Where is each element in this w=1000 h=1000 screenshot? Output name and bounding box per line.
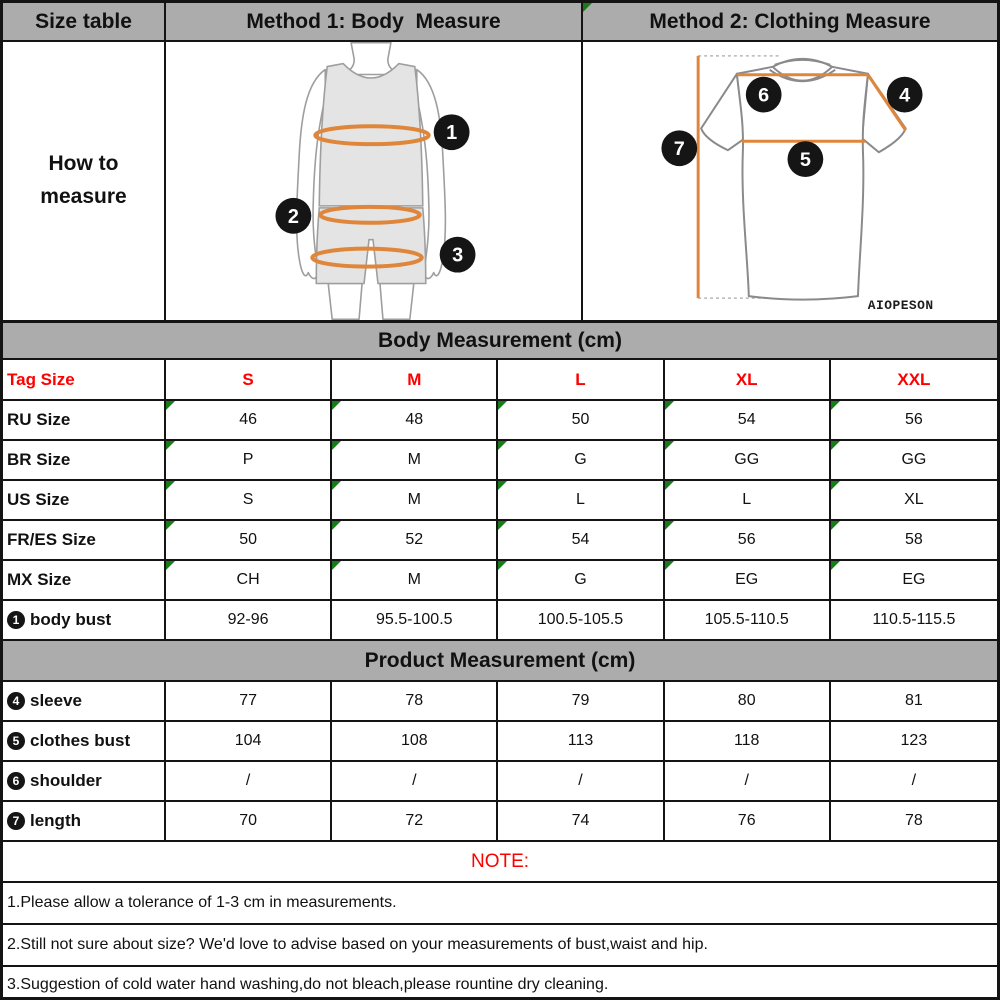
badge-5-icon: 5 xyxy=(7,732,25,750)
how-to-measure-label: How to measure xyxy=(3,42,166,320)
excel-flag-icon xyxy=(498,401,507,410)
table-cell: 80 xyxy=(665,682,831,720)
table-cell: / xyxy=(911,772,917,789)
tshirt-figure-icon xyxy=(583,42,997,320)
table-cell: L xyxy=(498,481,664,519)
excel-flag-icon xyxy=(498,521,507,530)
table-cell: 74 xyxy=(498,802,664,840)
table-cell: M xyxy=(332,561,498,599)
header-size-table: Size table xyxy=(3,3,166,40)
excel-flag-icon xyxy=(332,481,341,490)
tag-size-row xyxy=(3,360,997,401)
table-cell: 70 xyxy=(166,802,332,840)
row-label: 5 clothes bust xyxy=(3,722,166,760)
table-cell: G xyxy=(498,441,664,479)
excel-flag-icon xyxy=(665,561,674,570)
excel-flag-icon xyxy=(831,401,840,410)
table-cell: 46 xyxy=(166,401,332,439)
header-method-2-label: Method 2: Clothing Measure xyxy=(649,9,931,33)
size-col-header: M xyxy=(332,360,498,399)
excel-flag-icon xyxy=(166,481,175,490)
excel-flag-icon xyxy=(665,521,674,530)
table-cell: 54 xyxy=(498,521,664,559)
table-cell: 108 xyxy=(332,722,498,760)
table-row-fres-size xyxy=(3,521,997,561)
excel-flag-icon xyxy=(583,3,592,12)
excel-flag-icon xyxy=(332,521,341,530)
table-cell: 110.5-115.5 xyxy=(872,611,956,628)
row-label: US Size xyxy=(3,481,166,519)
table-cell: 113 xyxy=(498,722,664,760)
body-figure-icon xyxy=(166,42,581,320)
table-cell: 79 xyxy=(498,682,664,720)
table-cell: 100.5-105.5 xyxy=(498,601,664,639)
row-label: MX Size xyxy=(3,561,166,599)
table-cell: 56 xyxy=(665,521,831,559)
table-cell: 104 xyxy=(166,722,332,760)
product-measurement-title: Product Measurement (cm) xyxy=(3,641,997,682)
header-method-1: Method 1: Body Measure xyxy=(166,3,583,40)
table-cell: 76 xyxy=(665,802,831,840)
table-cell: 50 xyxy=(166,521,332,559)
svg-text:3: 3 xyxy=(452,244,464,267)
excel-flag-icon xyxy=(166,441,175,450)
table-row-br-size xyxy=(3,441,997,481)
svg-text:5: 5 xyxy=(799,149,811,172)
size-col-header: L xyxy=(498,360,664,399)
top-header-row xyxy=(3,3,997,42)
table-cell: 54 xyxy=(665,401,831,439)
row-label: FR/ES Size xyxy=(3,521,166,559)
badge-7-icon: 7 xyxy=(7,812,25,830)
table-cell: CH xyxy=(166,561,332,599)
how-to-measure-row xyxy=(3,42,997,323)
table-cell: 56 xyxy=(831,401,997,439)
excel-flag-icon xyxy=(665,401,674,410)
table-cell: 105.5-110.5 xyxy=(665,601,831,639)
excel-flag-icon xyxy=(498,441,507,450)
svg-text:1: 1 xyxy=(446,122,458,145)
excel-flag-icon xyxy=(831,481,840,490)
table-cell: L xyxy=(665,481,831,519)
excel-flag-icon xyxy=(166,561,175,570)
svg-text:6: 6 xyxy=(758,84,770,107)
badge-6-icon: 6 xyxy=(7,772,25,790)
row-label: 7 length xyxy=(3,802,166,840)
table-cell: P xyxy=(166,441,332,479)
excel-flag-icon xyxy=(166,401,175,410)
table-cell: / xyxy=(332,762,498,800)
table-cell: 48 xyxy=(332,401,498,439)
row-label: 6 shoulder xyxy=(3,762,166,800)
note-item-1: 1.Please allow a tolerance of 1-3 cm in measurements. xyxy=(3,883,997,925)
excel-flag-icon xyxy=(332,401,341,410)
brand-label: AIOPESON xyxy=(867,298,934,314)
table-row-us-size xyxy=(3,481,997,521)
table-cell: S xyxy=(166,481,332,519)
size-col-header: XL xyxy=(665,360,831,399)
table-cell: GG xyxy=(831,441,997,479)
table-row-mx-size xyxy=(3,561,997,601)
table-cell: GG xyxy=(665,441,831,479)
badge-2-icon xyxy=(275,198,311,234)
badge-6-icon xyxy=(746,77,782,113)
badge-7-icon xyxy=(661,130,697,166)
table-cell: 78 xyxy=(904,812,923,829)
note-item-3: 3.Suggestion of cold water hand washing,do not bleach,please rountine dry cleaning. xyxy=(3,967,997,1000)
table-cell: 72 xyxy=(332,802,498,840)
badge-3-icon xyxy=(440,237,476,273)
table-cell: EG xyxy=(831,561,997,599)
table-cell: 95.5-100.5 xyxy=(332,601,498,639)
size-col-header: XXL xyxy=(897,369,931,389)
excel-flag-icon xyxy=(665,481,674,490)
badge-4-icon xyxy=(887,77,923,113)
table-cell: G xyxy=(498,561,664,599)
table-cell: M xyxy=(332,481,498,519)
table-cell: 52 xyxy=(332,521,498,559)
svg-text:7: 7 xyxy=(673,138,685,161)
excel-flag-icon xyxy=(332,441,341,450)
note-item-2: 2.Still not sure about size? We'd love to advise based on your measurements of bust,waist and hip. xyxy=(3,925,997,967)
svg-text:2: 2 xyxy=(287,205,299,228)
row-label: RU Size xyxy=(3,401,166,439)
table-cell: 58 xyxy=(831,521,997,559)
table-cell: / xyxy=(498,762,664,800)
badge-1-icon xyxy=(434,114,470,150)
excel-flag-icon xyxy=(166,521,175,530)
table-cell: 118 xyxy=(665,722,831,760)
size-col-header: S xyxy=(166,360,332,399)
table-cell: 78 xyxy=(332,682,498,720)
table-cell: XL xyxy=(831,481,997,519)
note-title: NOTE: xyxy=(3,842,997,883)
table-row-clothes-bust xyxy=(3,722,997,762)
row-label: BR Size xyxy=(3,441,166,479)
table-row-body-bust xyxy=(3,601,997,641)
excel-flag-icon xyxy=(498,481,507,490)
header-method-2 xyxy=(583,3,997,40)
row-label: 1 body bust xyxy=(3,601,166,639)
excel-flag-icon xyxy=(831,561,840,570)
table-cell: 77 xyxy=(166,682,332,720)
table-cell: 123 xyxy=(900,732,928,749)
row-label: 4 sleeve xyxy=(3,682,166,720)
table-cell: 81 xyxy=(904,692,923,709)
table-cell: 92-96 xyxy=(166,601,332,639)
table-row-shoulder xyxy=(3,762,997,802)
badge-1-icon: 1 xyxy=(7,611,25,629)
excel-flag-icon xyxy=(831,441,840,450)
table-cell: / xyxy=(166,762,332,800)
table-cell: / xyxy=(665,762,831,800)
table-row-sleeve xyxy=(3,682,997,722)
body-measurement-title: Body Measurement (cm) xyxy=(3,323,997,360)
badge-5-icon xyxy=(788,141,824,177)
table-cell: 50 xyxy=(498,401,664,439)
table-cell: EG xyxy=(665,561,831,599)
table-row-ru-size xyxy=(3,401,997,441)
body-measure-illustration xyxy=(166,42,583,320)
excel-flag-icon xyxy=(332,561,341,570)
row-label: Tag Size xyxy=(3,360,166,399)
table-cell: M xyxy=(332,441,498,479)
table-row-length xyxy=(3,802,997,842)
badge-4-icon: 4 xyxy=(7,692,25,710)
excel-flag-icon xyxy=(665,441,674,450)
svg-text:4: 4 xyxy=(899,84,911,107)
excel-flag-icon xyxy=(831,521,840,530)
clothing-measure-illustration xyxy=(583,42,997,320)
excel-flag-icon xyxy=(498,561,507,570)
